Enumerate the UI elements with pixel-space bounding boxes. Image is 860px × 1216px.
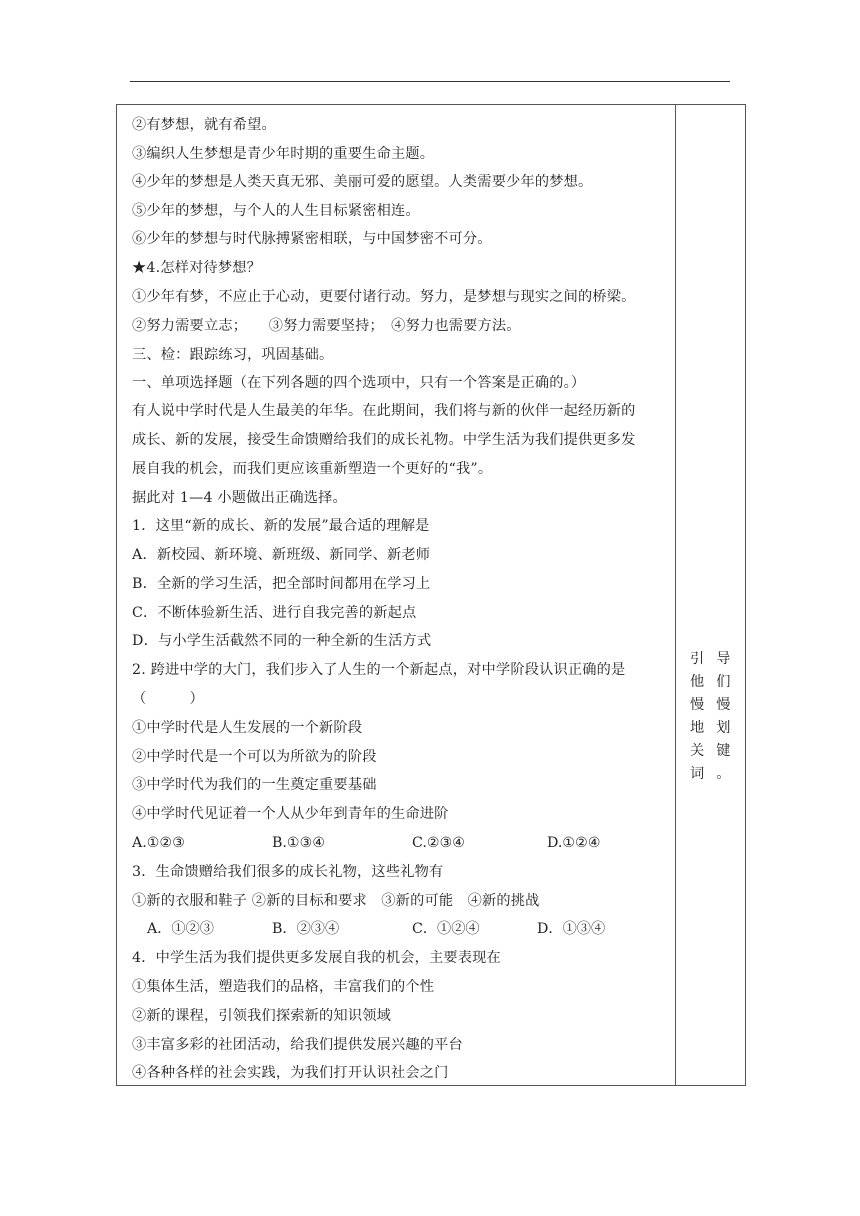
answer-option: D．①③④ — [537, 921, 606, 937]
text-line: ⑥少年的梦想与时代脉搏紧密相联，与中国梦密不可分。 — [132, 231, 492, 247]
question-stem: 3．生命馈赠给我们很多的成长礼物，这些礼物有 — [132, 864, 444, 880]
answer-option: B.①③④ — [272, 835, 326, 851]
text-line: ④少年的梦想是人类天真无邪、美丽可爱的愿望。人类需要少年的梦想。 — [132, 174, 593, 190]
text-line: ①中学时代是人生发展的一个新阶段 — [132, 720, 363, 736]
content-cell — [117, 105, 676, 1085]
text-line: ③中学时代为我们的一生奠定重要基础 — [132, 777, 377, 793]
text-line: ②努力需要立志； ③努力需要坚持； ④努力也需要方法。 — [132, 318, 521, 334]
side-note-line: 引导 — [690, 651, 743, 667]
lesson-table — [116, 104, 746, 1086]
text-line: 成长、新的发展，接受生命馈赠给我们的成长礼物。中学生活为我们提供更多发 — [132, 432, 636, 448]
text-line: 展自我的机会，而我们更应该重新塑造一个更好的“我”。 — [132, 461, 493, 477]
text-line: ③编织人生梦想是青少年时期的重要生命主题。 — [132, 146, 435, 162]
section-heading: 三、检：跟踪练习，巩固基础。 — [132, 347, 334, 363]
answer-option: B．全新的学习生活，把全部时间都用在学习上 — [132, 576, 431, 592]
answer-option: A．①②③ — [147, 921, 214, 937]
question-stem: 4．中学生活为我们提供更多发展自我的机会，主要表现在 — [132, 950, 501, 966]
text-line: ②中学时代是一个可以为所欲为的阶段 — [132, 749, 377, 765]
answer-option: A．新校园、新环境、新班级、新同学、新老师 — [132, 547, 431, 563]
text-line: ②新的课程，引领我们探索新的知识领域 — [132, 1008, 391, 1024]
text-line: ③丰富多彩的社团活动，给我们提供发展兴趣的平台 — [132, 1037, 463, 1053]
answer-option: B．②③④ — [272, 921, 340, 937]
side-note-line: 词。 — [690, 766, 743, 782]
text-line: ②有梦想，就有希望。 — [132, 117, 276, 133]
answer-blank: （ ） — [132, 691, 204, 707]
text-line: 据此对 1—4 小题做出正确选择。 — [132, 490, 347, 506]
section-heading: 一、单项选择题（在下列各题的四个选项中，只有一个答案是正确的。） — [132, 375, 586, 391]
answer-option: C．不断体验新生活、进行自我完善的新起点 — [132, 605, 417, 621]
side-note-cell — [676, 105, 745, 1085]
answer-option: A.①②③ — [132, 835, 185, 851]
side-note-line: 地划 — [690, 720, 743, 736]
question-stem: 1．这里“新的成长、新的发展”最合适的理解是 — [132, 518, 430, 534]
text-line: ①新的衣服和鞋子 ②新的目标和要求 ③新的可能 ④新的挑战 — [132, 893, 540, 909]
text-line: ④中学时代见证着一个人从少年到青年的生命进阶 — [132, 806, 449, 822]
header-rule — [130, 81, 730, 82]
answer-option: D.①②④ — [547, 835, 601, 851]
text-line: ①集体生活，塑造我们的品格，丰富我们的个性 — [132, 979, 435, 995]
answer-option: C.②③④ — [412, 835, 466, 851]
side-note-line: 慢慢 — [690, 697, 743, 713]
text-line: ④各种各样的社会实践，为我们打开认识社会之门 — [132, 1065, 449, 1081]
text-line: 有人说中学时代是人生最美的年华。在此期间，我们将与新的伙伴一起经历新的 — [132, 403, 636, 419]
side-note-line: 他们 — [690, 674, 743, 690]
question-stem: 2. 跨进中学的大门，我们步入了人生的一个新起点，对中学阶段认识正确的是 — [132, 662, 626, 678]
text-line: ①少年有梦，不应止于心动，更要付诸行动。努力，是梦想与现实之间的桥梁。 — [132, 289, 636, 305]
side-note-line: 关键 — [690, 743, 743, 759]
section-heading: ★4.怎样对待梦想？ — [132, 260, 262, 276]
answer-option: C．①②④ — [412, 921, 480, 937]
text-line: ⑤少年的梦想，与个人的人生目标紧密相连。 — [132, 203, 420, 219]
answer-option: D．与小学生活截然不同的一种全新的生活方式 — [132, 633, 432, 649]
